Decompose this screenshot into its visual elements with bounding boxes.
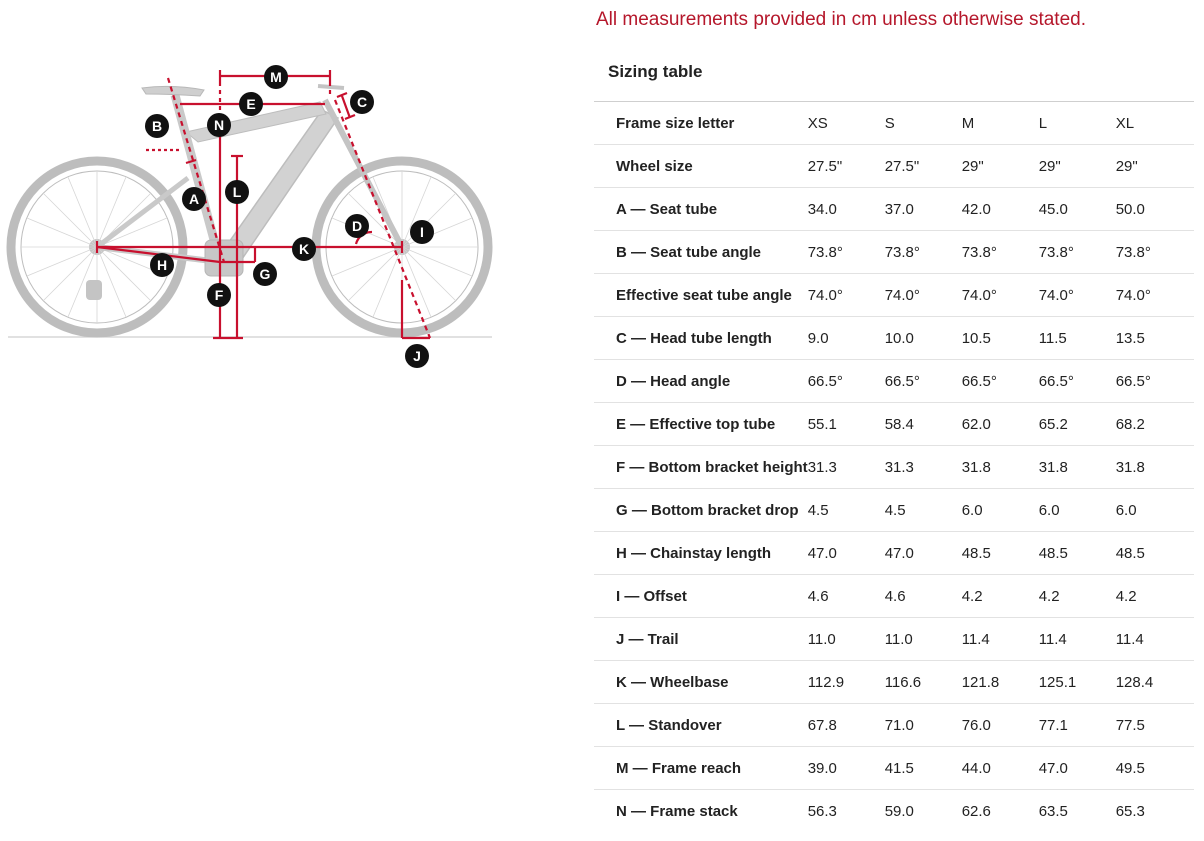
table-cell: 50.0 [1115,200,1145,218]
table-cell: 62.0 [961,415,991,433]
table-cell: 47.0 [807,544,837,562]
table-cell: 74.0° [1115,286,1151,304]
table-row [594,403,1194,446]
table-row [594,231,1194,274]
sizing-table-title: Sizing table [608,62,703,81]
table-cell: 27.5" [807,157,843,175]
badge-g-label: G [259,266,271,282]
table-cell: 34.0 [807,200,837,218]
table-cell: 68.2 [1115,415,1145,433]
table-cell: S [884,114,895,132]
table-cell: 73.8° [961,243,997,261]
table-row [594,575,1194,618]
table-cell: 74.0° [961,286,997,304]
badge-c-label: C [356,94,368,110]
table-row [594,274,1194,317]
badge-e [239,92,263,116]
badge-d [345,214,369,238]
table-cell: 31.8 [1115,458,1145,476]
badge-l [225,180,249,204]
table-cell: 66.5° [884,372,920,390]
badge-m [264,65,288,89]
row-label: A — Seat tube [616,200,718,218]
table-cell: 74.0° [884,286,920,304]
table-cell: 4.5 [807,501,829,519]
table-cell: 31.3 [884,458,914,476]
row-label: B — Seat tube angle [616,243,762,261]
table-cell: 71.0 [884,716,914,734]
table-cell: 27.5" [884,157,920,175]
table-row [594,704,1194,747]
badge-d-label: D [351,218,363,234]
table-cell: 11.0 [884,630,913,648]
table-cell: 112.9 [807,673,845,691]
table-row [594,747,1194,790]
table-cell: 39.0 [807,759,837,777]
table-cell: 74.0° [1038,286,1074,304]
table-cell: 6.0 [1115,501,1137,519]
badge-l-label: L [232,184,242,200]
row-label: L — Standover [616,716,722,734]
table-row [594,489,1194,532]
table-cell: 76.0 [961,716,991,734]
badge-k-label: K [298,241,310,257]
table-cell: 29" [1038,157,1061,175]
table-cell: 45.0 [1038,200,1068,218]
table-cell: 11.5 [1038,329,1067,347]
table-cell: 11.0 [807,630,836,648]
table-cell: 31.8 [961,458,991,476]
bike-geometry-diagram [0,55,500,375]
row-label: I — Offset [616,587,687,605]
table-cell: 4.6 [807,587,829,605]
table-row [594,360,1194,403]
table-row [594,188,1194,231]
row-label: Effective seat tube angle [616,286,792,304]
table-row [594,145,1194,188]
table-cell: 67.8 [807,716,837,734]
table-cell: 48.5 [961,544,991,562]
row-label: M — Frame reach [616,759,742,777]
table-cell: 63.5 [1038,802,1068,820]
table-cell: 66.5° [1115,372,1151,390]
table-cell: 4.5 [884,501,906,519]
table-cell: 74.0° [807,286,843,304]
table-cell: 11.4 [961,630,990,648]
badge-g [253,262,277,286]
table-cell: 59.0 [884,802,914,820]
table-cell: 29" [961,157,984,175]
table-cell: 44.0 [961,759,991,777]
table-row [594,661,1194,704]
table-cell: 49.5 [1115,759,1145,777]
table-row [594,317,1194,360]
table-cell: 47.0 [884,544,914,562]
table-cell: M [961,114,975,132]
table-cell: 66.5° [961,372,997,390]
table-cell: 58.4 [884,415,914,433]
table-cell: 66.5° [807,372,843,390]
badge-h-label: H [156,257,168,273]
table-cell: 13.5 [1115,329,1145,347]
row-label: Wheel size [616,157,693,175]
table-cell: 73.8° [1038,243,1074,261]
table-cell: 125.1 [1038,673,1077,691]
table-cell: 56.3 [807,802,837,820]
table-cell: 121.8 [961,673,1000,691]
table-cell: 77.5 [1115,716,1145,734]
table-cell: 47.0 [1038,759,1068,777]
table-cell: 128.4 [1115,673,1154,691]
row-label: N — Frame stack [616,802,738,820]
table-cell: 73.8° [1115,243,1151,261]
row-label: Frame size letter [616,114,735,132]
badge-f [207,283,231,307]
table-cell: 10.5 [961,329,991,347]
badge-f-label: F [214,287,224,303]
table-cell: 65.2 [1038,415,1068,433]
table-cell: 4.2 [961,587,983,605]
table-cell: 29" [1115,157,1138,175]
badge-j [405,344,429,368]
badge-n-label: N [213,117,225,133]
badge-a [182,187,206,211]
table-cell: 48.5 [1038,544,1068,562]
table-cell: 73.8° [807,243,843,261]
row-label: G — Bottom bracket drop [616,501,799,519]
row-label: F — Bottom bracket height [616,458,808,476]
row-label: D — Head angle [616,372,731,390]
table-cell: 6.0 [961,501,983,519]
table-cell: 11.4 [1038,630,1067,648]
table-cell: 116.6 [884,673,922,691]
badge-b [145,114,169,138]
table-cell: 31.8 [1038,458,1068,476]
badge-b-label: B [151,118,163,134]
table-cell: 42.0 [961,200,991,218]
table-cell: 73.8° [884,243,920,261]
badge-m-label: M [270,69,282,85]
table-cell: XS [807,114,828,132]
row-label: C — Head tube length [616,329,772,347]
table-cell: L [1038,114,1048,132]
badge-a-label: A [188,191,200,207]
table-cell: 9.0 [807,329,829,347]
table-row [594,532,1194,575]
table-row [594,102,1194,145]
table-row [594,790,1194,833]
table-cell: 11.4 [1115,630,1144,648]
badge-k [292,237,316,261]
table-cell: XL [1115,114,1135,132]
table-cell: 55.1 [807,415,837,433]
table-cell: 41.5 [884,759,914,777]
table-row [594,618,1194,661]
table-cell: 6.0 [1038,501,1060,519]
badge-j-label: J [413,348,421,364]
table-row [594,446,1194,489]
table-cell: 31.3 [807,458,837,476]
table-cell: 37.0 [884,200,914,218]
table-cell: 66.5° [1038,372,1074,390]
table-cell: 65.3 [1115,802,1145,820]
badge-c [350,90,374,114]
table-cell: 4.6 [884,587,906,605]
row-label: H — Chainstay length [616,544,772,562]
table-cell: 4.2 [1115,587,1137,605]
badge-h [150,253,174,277]
badge-e-label: E [246,96,256,112]
badge-n [207,113,231,137]
table-cell: 10.0 [884,329,914,347]
table-cell: 62.6 [961,802,991,820]
row-label: K — Wheelbase [616,673,729,691]
badge-i [410,220,434,244]
row-label: E — Effective top tube [616,415,776,433]
measurement-notice: All measurements provided in cm unless otherwise stated. [596,9,1087,30]
table-cell: 77.1 [1038,716,1068,734]
table-cell: 4.2 [1038,587,1060,605]
sizing-table [594,101,1194,833]
badge-i-label: I [420,224,424,240]
table-cell: 48.5 [1115,544,1145,562]
row-label: J — Trail [616,630,679,648]
